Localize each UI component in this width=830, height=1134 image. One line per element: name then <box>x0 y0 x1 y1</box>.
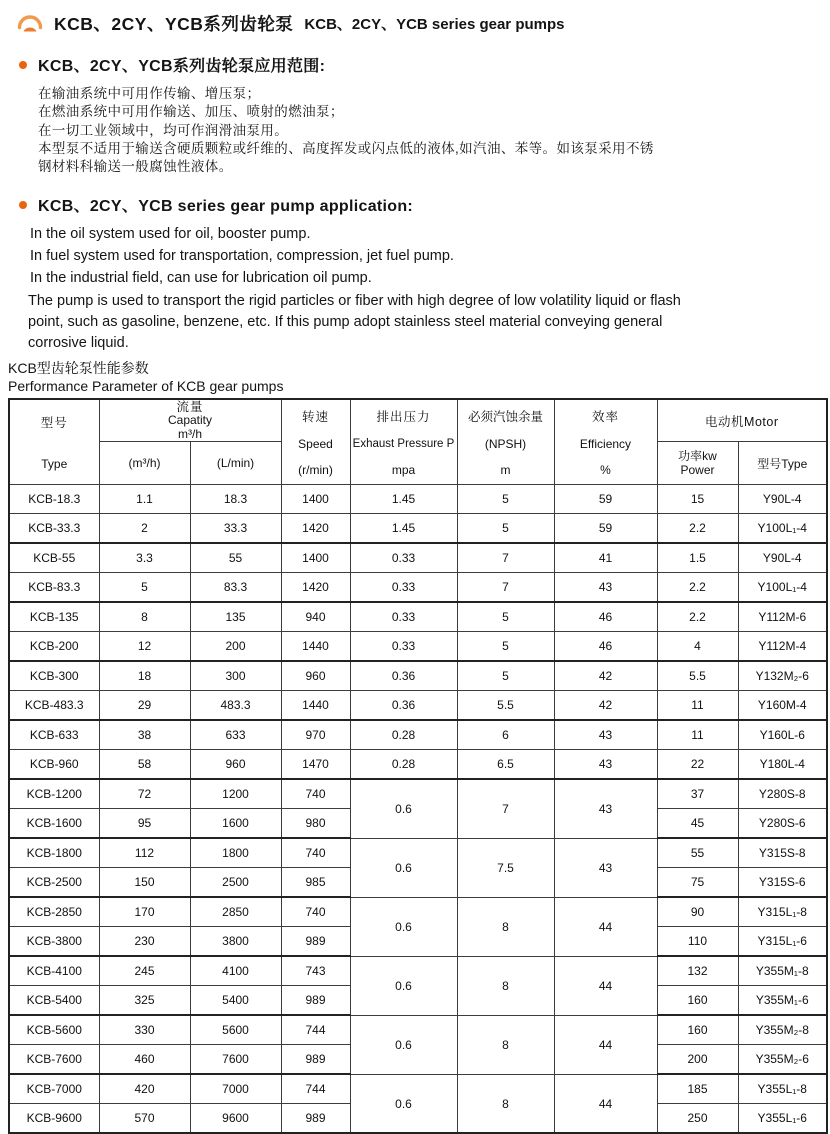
cell-npsh: 5.5 <box>457 691 554 721</box>
cell-capacity-lmin: 633 <box>190 720 281 750</box>
cell-type: KCB-633 <box>9 720 99 750</box>
cell-motor-type: Y355M₂-6 <box>738 1045 827 1075</box>
cell-capacity-m3h: 2 <box>99 514 190 544</box>
cell-capacity-m3h: 5 <box>99 573 190 603</box>
cell-type: KCB-1800 <box>9 838 99 868</box>
table-captions <box>8 360 830 395</box>
cell-pressure: 0.36 <box>350 661 457 691</box>
section-body-zh <box>38 85 830 176</box>
table-row <box>9 1074 827 1104</box>
cell-type: KCB-9600 <box>9 1104 99 1134</box>
table-row <box>9 897 827 927</box>
header-pressure-zh: 排出压力 <box>376 410 431 425</box>
table-row <box>9 691 827 721</box>
cell-speed: 940 <box>281 602 350 632</box>
bullet-icon <box>19 201 27 209</box>
cell-power: 11 <box>657 720 738 750</box>
cell-capacity-m3h: 3.3 <box>99 543 190 573</box>
cell-capacity-lmin: 4100 <box>190 956 281 986</box>
cell-npsh: 6.5 <box>457 750 554 780</box>
cell-capacity-lmin: 200 <box>190 632 281 662</box>
cell-power: 160 <box>657 986 738 1016</box>
cell-efficiency: 46 <box>554 602 657 632</box>
cell-type: KCB-2500 <box>9 868 99 898</box>
page-title-zh: KCB、2CY、YCB系列齿轮泵 <box>54 14 294 34</box>
cell-motor-type: Y355M₂-8 <box>738 1015 827 1045</box>
section-heading-en <box>19 193 830 216</box>
cell-motor-type: Y90L-4 <box>738 485 827 514</box>
cell-capacity-m3h: 325 <box>99 986 190 1016</box>
cell-efficiency: 44 <box>554 1074 657 1133</box>
header-pressure-en: Exhaust Pressure P <box>352 438 455 451</box>
cell-npsh: 5 <box>457 661 554 691</box>
cell-motor-type: Y355L₁-6 <box>738 1104 827 1134</box>
cell-speed: 740 <box>281 897 350 927</box>
header-speed-zh: 转速 <box>301 410 329 425</box>
performance-table-body <box>9 485 827 1134</box>
cell-npsh: 5 <box>457 602 554 632</box>
header-motor-title: 电动机Motor <box>705 414 779 429</box>
cell-pressure: 0.6 <box>350 956 457 1015</box>
cell-motor-type: Y100L₁-4 <box>738 573 827 603</box>
cell-motor-type: Y112M-6 <box>738 602 827 632</box>
en-paragraph-line: The pump is used to transport the rigid particles or fiber with high degree of low volatility liquid or flash <box>28 293 681 310</box>
bullet-icon <box>19 61 27 69</box>
cell-efficiency: 46 <box>554 632 657 662</box>
cell-type: KCB-18.3 <box>9 485 99 514</box>
cell-type: KCB-960 <box>9 750 99 780</box>
en-paragraph-line: point, such as gasoline, benzene, etc. If this pump adopt stainless steel material conveying general <box>28 314 663 331</box>
cell-power: 1.5 <box>657 543 738 573</box>
cell-type: KCB-5400 <box>9 986 99 1016</box>
cell-type: KCB-7600 <box>9 1045 99 1075</box>
cell-type: KCB-55 <box>9 543 99 573</box>
cell-capacity-m3h: 58 <box>99 750 190 780</box>
header-type <box>9 399 99 485</box>
cell-motor-type: Y355M₁-8 <box>738 956 827 986</box>
en-body-line: In the industrial field, can use for lubrication oil pump. <box>30 270 372 287</box>
cell-speed: 1400 <box>281 543 350 573</box>
cell-speed: 989 <box>281 986 350 1016</box>
header-efficiency <box>554 399 657 485</box>
cell-speed: 1420 <box>281 514 350 544</box>
cell-speed: 743 <box>281 956 350 986</box>
header-capacity-m3h-text: (m³/h) <box>128 456 161 471</box>
cell-efficiency: 43 <box>554 779 657 838</box>
en-body-line: In fuel system used for transportation, compression, jet fuel pump. <box>30 248 454 265</box>
cell-pressure: 0.33 <box>350 573 457 603</box>
header-power-en: Power <box>680 463 715 478</box>
header-capacity <box>99 399 281 442</box>
cell-power: 132 <box>657 956 738 986</box>
cell-type: KCB-200 <box>9 632 99 662</box>
header-efficiency-unit: % <box>600 463 611 478</box>
cell-power: 15 <box>657 485 738 514</box>
cell-npsh: 7 <box>457 573 554 603</box>
cell-capacity-m3h: 1.1 <box>99 485 190 514</box>
cell-capacity-m3h: 72 <box>99 779 190 809</box>
cell-power: 2.2 <box>657 514 738 544</box>
cell-speed: 989 <box>281 927 350 957</box>
header-efficiency-en: Efficiency <box>579 437 632 452</box>
zh-body-line: 在燃油系统中可用作输送、加压、喷射的燃油泵； <box>38 104 344 120</box>
cell-capacity-m3h: 12 <box>99 632 190 662</box>
cell-power: 250 <box>657 1104 738 1134</box>
cell-type: KCB-4100 <box>9 956 99 986</box>
cell-motor-type: Y315S-6 <box>738 868 827 898</box>
cell-capacity-lmin: 2850 <box>190 897 281 927</box>
cell-capacity-lmin: 1200 <box>190 779 281 809</box>
section-heading-en-text: KCB、2CY、YCB series gear pump application: <box>38 198 414 216</box>
cell-npsh: 5 <box>457 632 554 662</box>
cell-speed: 744 <box>281 1015 350 1045</box>
cell-efficiency: 42 <box>554 691 657 721</box>
en-body-line: In the oil system used for oil, booster pump. <box>30 226 311 243</box>
cell-pressure: 1.45 <box>350 485 457 514</box>
cell-efficiency: 43 <box>554 750 657 780</box>
cell-speed: 989 <box>281 1045 350 1075</box>
cell-capacity-lmin: 18.3 <box>190 485 281 514</box>
cell-speed: 1400 <box>281 485 350 514</box>
zh-body-line: 在输油系统中可用作传输、增压泵； <box>38 86 261 101</box>
cell-motor-type: Y180L-4 <box>738 750 827 780</box>
header-capacity-unit: m³/h <box>178 426 202 441</box>
cell-type: KCB-83.3 <box>9 573 99 603</box>
cell-speed: 1420 <box>281 573 350 603</box>
table-row <box>9 779 827 809</box>
header-capacity-en: Capatity <box>167 413 213 428</box>
cell-pressure: 0.6 <box>350 838 457 897</box>
cell-speed: 960 <box>281 661 350 691</box>
table-row <box>9 485 827 514</box>
cell-motor-type: Y112M-4 <box>738 632 827 662</box>
cell-capacity-m3h: 420 <box>99 1074 190 1104</box>
cell-pressure: 0.33 <box>350 632 457 662</box>
cell-capacity-m3h: 230 <box>99 927 190 957</box>
cell-npsh: 8 <box>457 956 554 1015</box>
cell-motor-type: Y280S-8 <box>738 779 827 809</box>
header-npsh-zh: 必须汽蚀余量 <box>467 410 543 425</box>
cell-power: 55 <box>657 838 738 868</box>
header-npsh <box>457 399 554 485</box>
cell-capacity-lmin: 5400 <box>190 986 281 1016</box>
cell-power: 2.2 <box>657 602 738 632</box>
header-efficiency-zh: 效率 <box>591 410 619 425</box>
cell-capacity-lmin: 7000 <box>190 1074 281 1104</box>
header-capacity-zh: 流量 <box>176 399 204 414</box>
cell-npsh: 8 <box>457 1015 554 1074</box>
table-row <box>9 543 827 573</box>
table-row <box>9 838 827 868</box>
cell-speed: 980 <box>281 809 350 839</box>
cell-capacity-lmin: 2500 <box>190 868 281 898</box>
cell-capacity-lmin: 1600 <box>190 809 281 839</box>
cell-pressure: 0.6 <box>350 1074 457 1133</box>
cell-npsh: 7 <box>457 543 554 573</box>
cell-speed: 740 <box>281 838 350 868</box>
table-row <box>9 602 827 632</box>
cell-type: KCB-1200 <box>9 779 99 809</box>
header-speed-en: Speed <box>298 437 333 452</box>
cell-power: 5.5 <box>657 661 738 691</box>
zh-body-line: 本型泵不适用于输送含硬质颗粒或纤维的、高度挥发或闪点低的液体,如汽油、苯等。如该泵采用不锈 <box>38 140 654 156</box>
section-heading-zh <box>19 53 830 76</box>
cell-capacity-lmin: 55 <box>190 543 281 573</box>
header-type-zh: 型号 <box>40 416 68 431</box>
cell-power: 11 <box>657 691 738 721</box>
cell-motor-type: Y90L-4 <box>738 543 827 573</box>
cell-speed: 740 <box>281 779 350 809</box>
cell-capacity-m3h: 170 <box>99 897 190 927</box>
cell-capacity-m3h: 29 <box>99 691 190 721</box>
cell-capacity-m3h: 38 <box>99 720 190 750</box>
en-paragraph-line: corrosive liquid. <box>28 335 129 352</box>
cell-capacity-lmin: 135 <box>190 602 281 632</box>
cell-pressure: 0.33 <box>350 602 457 632</box>
cell-speed: 989 <box>281 1104 350 1134</box>
cell-efficiency: 43 <box>554 573 657 603</box>
performance-table <box>8 398 828 1134</box>
cell-efficiency: 42 <box>554 661 657 691</box>
brand-logo-icon <box>15 15 45 35</box>
table-row <box>9 661 827 691</box>
cell-capacity-lmin: 83.3 <box>190 573 281 603</box>
cell-pressure: 0.33 <box>350 543 457 573</box>
table-row <box>9 514 827 544</box>
cell-efficiency: 44 <box>554 1015 657 1074</box>
cell-power: 37 <box>657 779 738 809</box>
page-title-en: KCB、2CY、YCB series gear pumps <box>304 16 565 33</box>
cell-pressure: 0.28 <box>350 720 457 750</box>
cell-power: 2.2 <box>657 573 738 603</box>
cell-motor-type: Y315L₁-6 <box>738 927 827 957</box>
cell-efficiency: 43 <box>554 720 657 750</box>
cell-npsh: 5 <box>457 485 554 514</box>
cell-power: 200 <box>657 1045 738 1075</box>
cell-capacity-lmin: 483.3 <box>190 691 281 721</box>
cell-speed: 985 <box>281 868 350 898</box>
table-row <box>9 750 827 780</box>
cell-power: 75 <box>657 868 738 898</box>
cell-npsh: 8 <box>457 897 554 956</box>
table-caption-en: Performance Parameter of KCB gear pumps <box>8 377 284 394</box>
cell-npsh: 8 <box>457 1074 554 1133</box>
table-caption-zh: KCB型齿轮泵性能参数 <box>8 360 149 377</box>
cell-capacity-lmin: 300 <box>190 661 281 691</box>
cell-motor-type: Y160L-6 <box>738 720 827 750</box>
cell-speed: 1440 <box>281 691 350 721</box>
header-motor-type <box>738 442 827 485</box>
cell-capacity-lmin: 3800 <box>190 927 281 957</box>
cell-power: 110 <box>657 927 738 957</box>
header-pressure <box>350 399 457 485</box>
cell-power: 22 <box>657 750 738 780</box>
header-speed <box>281 399 350 485</box>
cell-power: 160 <box>657 1015 738 1045</box>
cell-pressure: 1.45 <box>350 514 457 544</box>
section-body-en <box>30 223 830 289</box>
cell-power: 4 <box>657 632 738 662</box>
section-paragraph-en <box>28 291 830 354</box>
application-section-zh <box>0 53 830 176</box>
cell-speed: 970 <box>281 720 350 750</box>
cell-speed: 1470 <box>281 750 350 780</box>
header-type-en: Type <box>41 457 68 472</box>
header-npsh-unit: m <box>500 463 511 478</box>
header-speed-unit: (r/min) <box>298 463 333 478</box>
header-power-zh: 功率kw <box>678 449 717 464</box>
cell-capacity-m3h: 570 <box>99 1104 190 1134</box>
cell-efficiency: 44 <box>554 897 657 956</box>
performance-table-head <box>9 399 827 485</box>
cell-type: KCB-300 <box>9 661 99 691</box>
cell-capacity-lmin: 9600 <box>190 1104 281 1134</box>
cell-capacity-m3h: 112 <box>99 838 190 868</box>
header-motor <box>657 399 827 442</box>
header-power <box>657 442 738 485</box>
table-row <box>9 720 827 750</box>
cell-type: KCB-7000 <box>9 1074 99 1104</box>
zh-body-line: 钢材料科输送一般腐蚀性液体。 <box>38 159 233 175</box>
cell-power: 45 <box>657 809 738 839</box>
cell-capacity-lmin: 7600 <box>190 1045 281 1075</box>
cell-type: KCB-2850 <box>9 897 99 927</box>
doc-header <box>0 0 830 36</box>
cell-motor-type: Y315S-8 <box>738 838 827 868</box>
cell-capacity-lmin: 33.3 <box>190 514 281 544</box>
cell-npsh: 7 <box>457 779 554 838</box>
cell-power: 90 <box>657 897 738 927</box>
cell-efficiency: 41 <box>554 543 657 573</box>
header-npsh-en: (NPSH) <box>484 437 527 452</box>
cell-type: KCB-1600 <box>9 809 99 839</box>
cell-capacity-m3h: 330 <box>99 1015 190 1045</box>
cell-capacity-m3h: 150 <box>99 868 190 898</box>
cell-speed: 744 <box>281 1074 350 1104</box>
cell-pressure: 0.6 <box>350 779 457 838</box>
cell-motor-type: Y315L₁-8 <box>738 897 827 927</box>
zh-body-line: 在一切工业领域中，均可作润滑油泵用。 <box>38 122 289 138</box>
cell-capacity-lmin: 1800 <box>190 838 281 868</box>
cell-efficiency: 59 <box>554 514 657 544</box>
cell-type: KCB-5600 <box>9 1015 99 1045</box>
header-pressure-unit: mpa <box>391 463 416 478</box>
table-row <box>9 1015 827 1045</box>
cell-efficiency: 44 <box>554 956 657 1015</box>
cell-pressure: 0.6 <box>350 1015 457 1074</box>
cell-capacity-m3h: 460 <box>99 1045 190 1075</box>
cell-motor-type: Y100L₁-4 <box>738 514 827 544</box>
cell-npsh: 7.5 <box>457 838 554 897</box>
application-section-en <box>0 193 830 354</box>
cell-type: KCB-33.3 <box>9 514 99 544</box>
cell-power: 185 <box>657 1074 738 1104</box>
cell-motor-type: Y280S-6 <box>738 809 827 839</box>
table-row <box>9 956 827 986</box>
cell-npsh: 5 <box>457 514 554 544</box>
cell-motor-type: Y355M₁-6 <box>738 986 827 1016</box>
cell-capacity-m3h: 18 <box>99 661 190 691</box>
cell-pressure: 0.36 <box>350 691 457 721</box>
cell-motor-type: Y132M₂-6 <box>738 661 827 691</box>
header-capacity-lmin-text: (L/min) <box>216 456 255 471</box>
cell-type: KCB-3800 <box>9 927 99 957</box>
cell-capacity-m3h: 245 <box>99 956 190 986</box>
table-row <box>9 573 827 603</box>
cell-capacity-m3h: 8 <box>99 602 190 632</box>
header-capacity-m3h <box>99 442 190 485</box>
cell-pressure: 0.6 <box>350 897 457 956</box>
cell-speed: 1440 <box>281 632 350 662</box>
header-motor-type-text: 型号Type <box>757 456 808 471</box>
cell-capacity-m3h: 95 <box>99 809 190 839</box>
cell-pressure: 0.28 <box>350 750 457 780</box>
cell-capacity-lmin: 5600 <box>190 1015 281 1045</box>
cell-motor-type: Y355L₁-8 <box>738 1074 827 1104</box>
cell-type: KCB-483.3 <box>9 691 99 721</box>
cell-motor-type: Y160M-4 <box>738 691 827 721</box>
cell-efficiency: 59 <box>554 485 657 514</box>
cell-npsh: 6 <box>457 720 554 750</box>
header-capacity-lmin <box>190 442 281 485</box>
section-heading-zh-text: KCB、2CY、YCB系列齿轮泵应用范围: <box>38 58 326 75</box>
cell-efficiency: 43 <box>554 838 657 897</box>
table-row <box>9 632 827 662</box>
cell-type: KCB-135 <box>9 602 99 632</box>
cell-capacity-lmin: 960 <box>190 750 281 780</box>
